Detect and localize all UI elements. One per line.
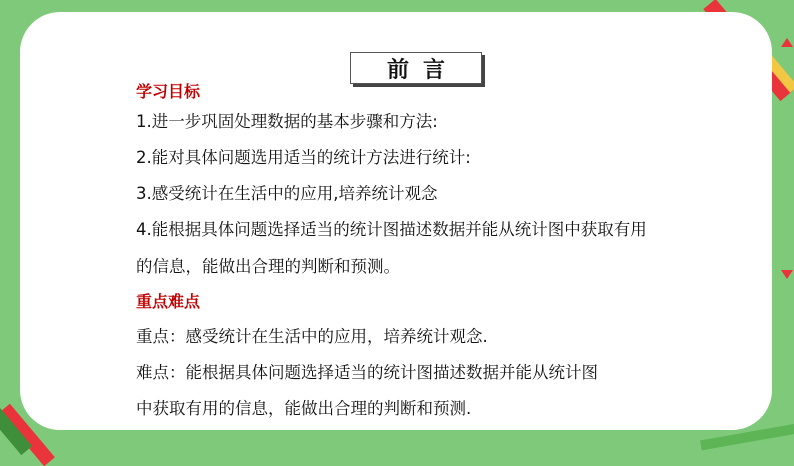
objective-item: 4.能根据具体问题选择适当的统计图描述数据并能从统计图中获取有用 — [136, 220, 647, 239]
objective-item: 2.能对具体问题选用适当的统计方法进行统计: — [136, 148, 471, 167]
section-heading-objectives: 学习目标 — [136, 82, 201, 101]
objective-item: 的信息，能做出合理的判断和预测。 — [136, 257, 400, 276]
key-point-item: 难点：能根据具体问题选择适当的统计图描述数据并能从统计图 — [136, 363, 598, 382]
section-heading-key-points: 重点难点 — [136, 292, 201, 311]
slide-nav-arrows — [779, 0, 794, 447]
key-point-item: 重点：感受统计在生活中的应用，培养统计观念. — [136, 327, 488, 346]
objective-item: 1.进一步巩固处理数据的基本步骤和方法: — [136, 112, 438, 131]
nav-arrow-down-icon[interactable] — [781, 270, 793, 279]
key-point-item: 中获取有用的信息，能做出合理的判断和预测. — [136, 399, 472, 418]
objective-item: 3.感受统计在生活中的应用,培养统计观念 — [136, 184, 438, 203]
slide-title: 前言 — [350, 52, 482, 84]
nav-arrow-up-icon[interactable] — [781, 38, 793, 47]
